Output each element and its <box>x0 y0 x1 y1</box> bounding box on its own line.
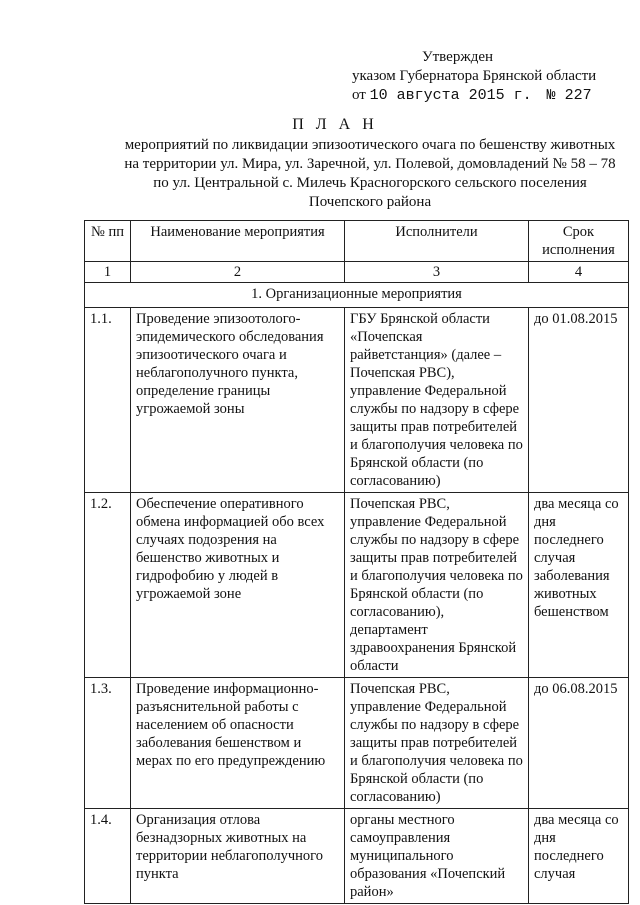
document-subtitle: мероприятий по ликвидации эпизоотического очага по бешенству животных на территории ул. Мира, ул. Заречной, ул. Полевой, домовладений № 58 – 78 по ул. Центральной с. Милечь Красногорского сельского поселения Почепского района <box>124 137 616 210</box>
approval-line-approved: Утвержден <box>422 49 494 65</box>
row-num: 1.3. <box>85 678 131 809</box>
section-row <box>85 283 629 308</box>
plan-table <box>84 220 629 904</box>
header-num: № пп <box>85 221 131 262</box>
row-term: до 01.08.2015 <box>529 308 629 493</box>
row-term: два месяца со дня последнего случая заболевания животных бешенством <box>529 493 629 678</box>
row-executor: ГБУ Брянской области «Почепская райветстанция» (далее – Почепская РВС), управление Федеральной службы по надзору в сфере защиты прав потребителей и благополучия человека по Брянской области (по согласованию) <box>345 308 529 493</box>
table-row <box>85 678 629 809</box>
approval-number: № 227 <box>546 87 592 104</box>
header-executor: Исполнители <box>345 221 529 262</box>
row-name: Проведение эпизоотолого-эпидемического обследования эпизоотического очага и неблагополучного пункта, определение границы угрожаемой зоны <box>131 308 345 493</box>
row-term: два месяца со дня последнего случая <box>529 809 629 904</box>
column-number-row <box>85 262 629 283</box>
row-name: Обеспечение оперативного обмена информацией обо всех случаях подозрения на бешенство животных и гидрофобию у людей в угрожаемой зоне <box>131 493 345 678</box>
row-executor: Почепская РВС, управление Федеральной службы по надзору в сфере защиты прав потребителей и благополучия человека по Брянской области (по согласованию) <box>345 678 529 809</box>
row-executor: органы местного самоуправления муниципального образования «Почепский район» <box>345 809 529 904</box>
col-number-2: 2 <box>131 262 345 283</box>
row-name: Проведение информационно-разъяснительной работы с населением об опасности заболевания бешенством и мерах по его предупреждению <box>131 678 345 809</box>
row-executor: Почепская РВС, управление Федеральной службы по надзору в сфере защиты прав потребителей и благополучия человека по Брянской области (по согласованию), департамент здравоохранения Брянской области <box>345 493 529 678</box>
document-title: П Л А Н <box>292 116 378 133</box>
approval-block <box>352 48 622 105</box>
row-num: 1.2. <box>85 493 131 678</box>
approval-date-prefix: от <box>352 87 366 103</box>
approval-line-date <box>352 86 622 105</box>
row-num: 1.4. <box>85 809 131 904</box>
header-term: Срок исполнения <box>529 221 629 262</box>
table-row <box>85 493 629 678</box>
col-number-1: 1 <box>85 262 131 283</box>
section-title: 1. Организационные мероприятия <box>85 283 629 308</box>
row-num: 1.1. <box>85 308 131 493</box>
approval-date: 10 августа 2015 г. <box>369 87 532 104</box>
row-name: Организация отлова безнадзорных животных на территории неблагополучного пункта <box>131 809 345 904</box>
approval-line-decree: указом Губернатора Брянской области <box>352 68 597 84</box>
row-term: до 06.08.2015 <box>529 678 629 809</box>
header-name: Наименование мероприятия <box>131 221 345 262</box>
table-row <box>85 308 629 493</box>
col-number-4: 4 <box>529 262 629 283</box>
col-number-3: 3 <box>345 262 529 283</box>
table-row <box>85 809 629 904</box>
table-header-row <box>85 221 629 262</box>
